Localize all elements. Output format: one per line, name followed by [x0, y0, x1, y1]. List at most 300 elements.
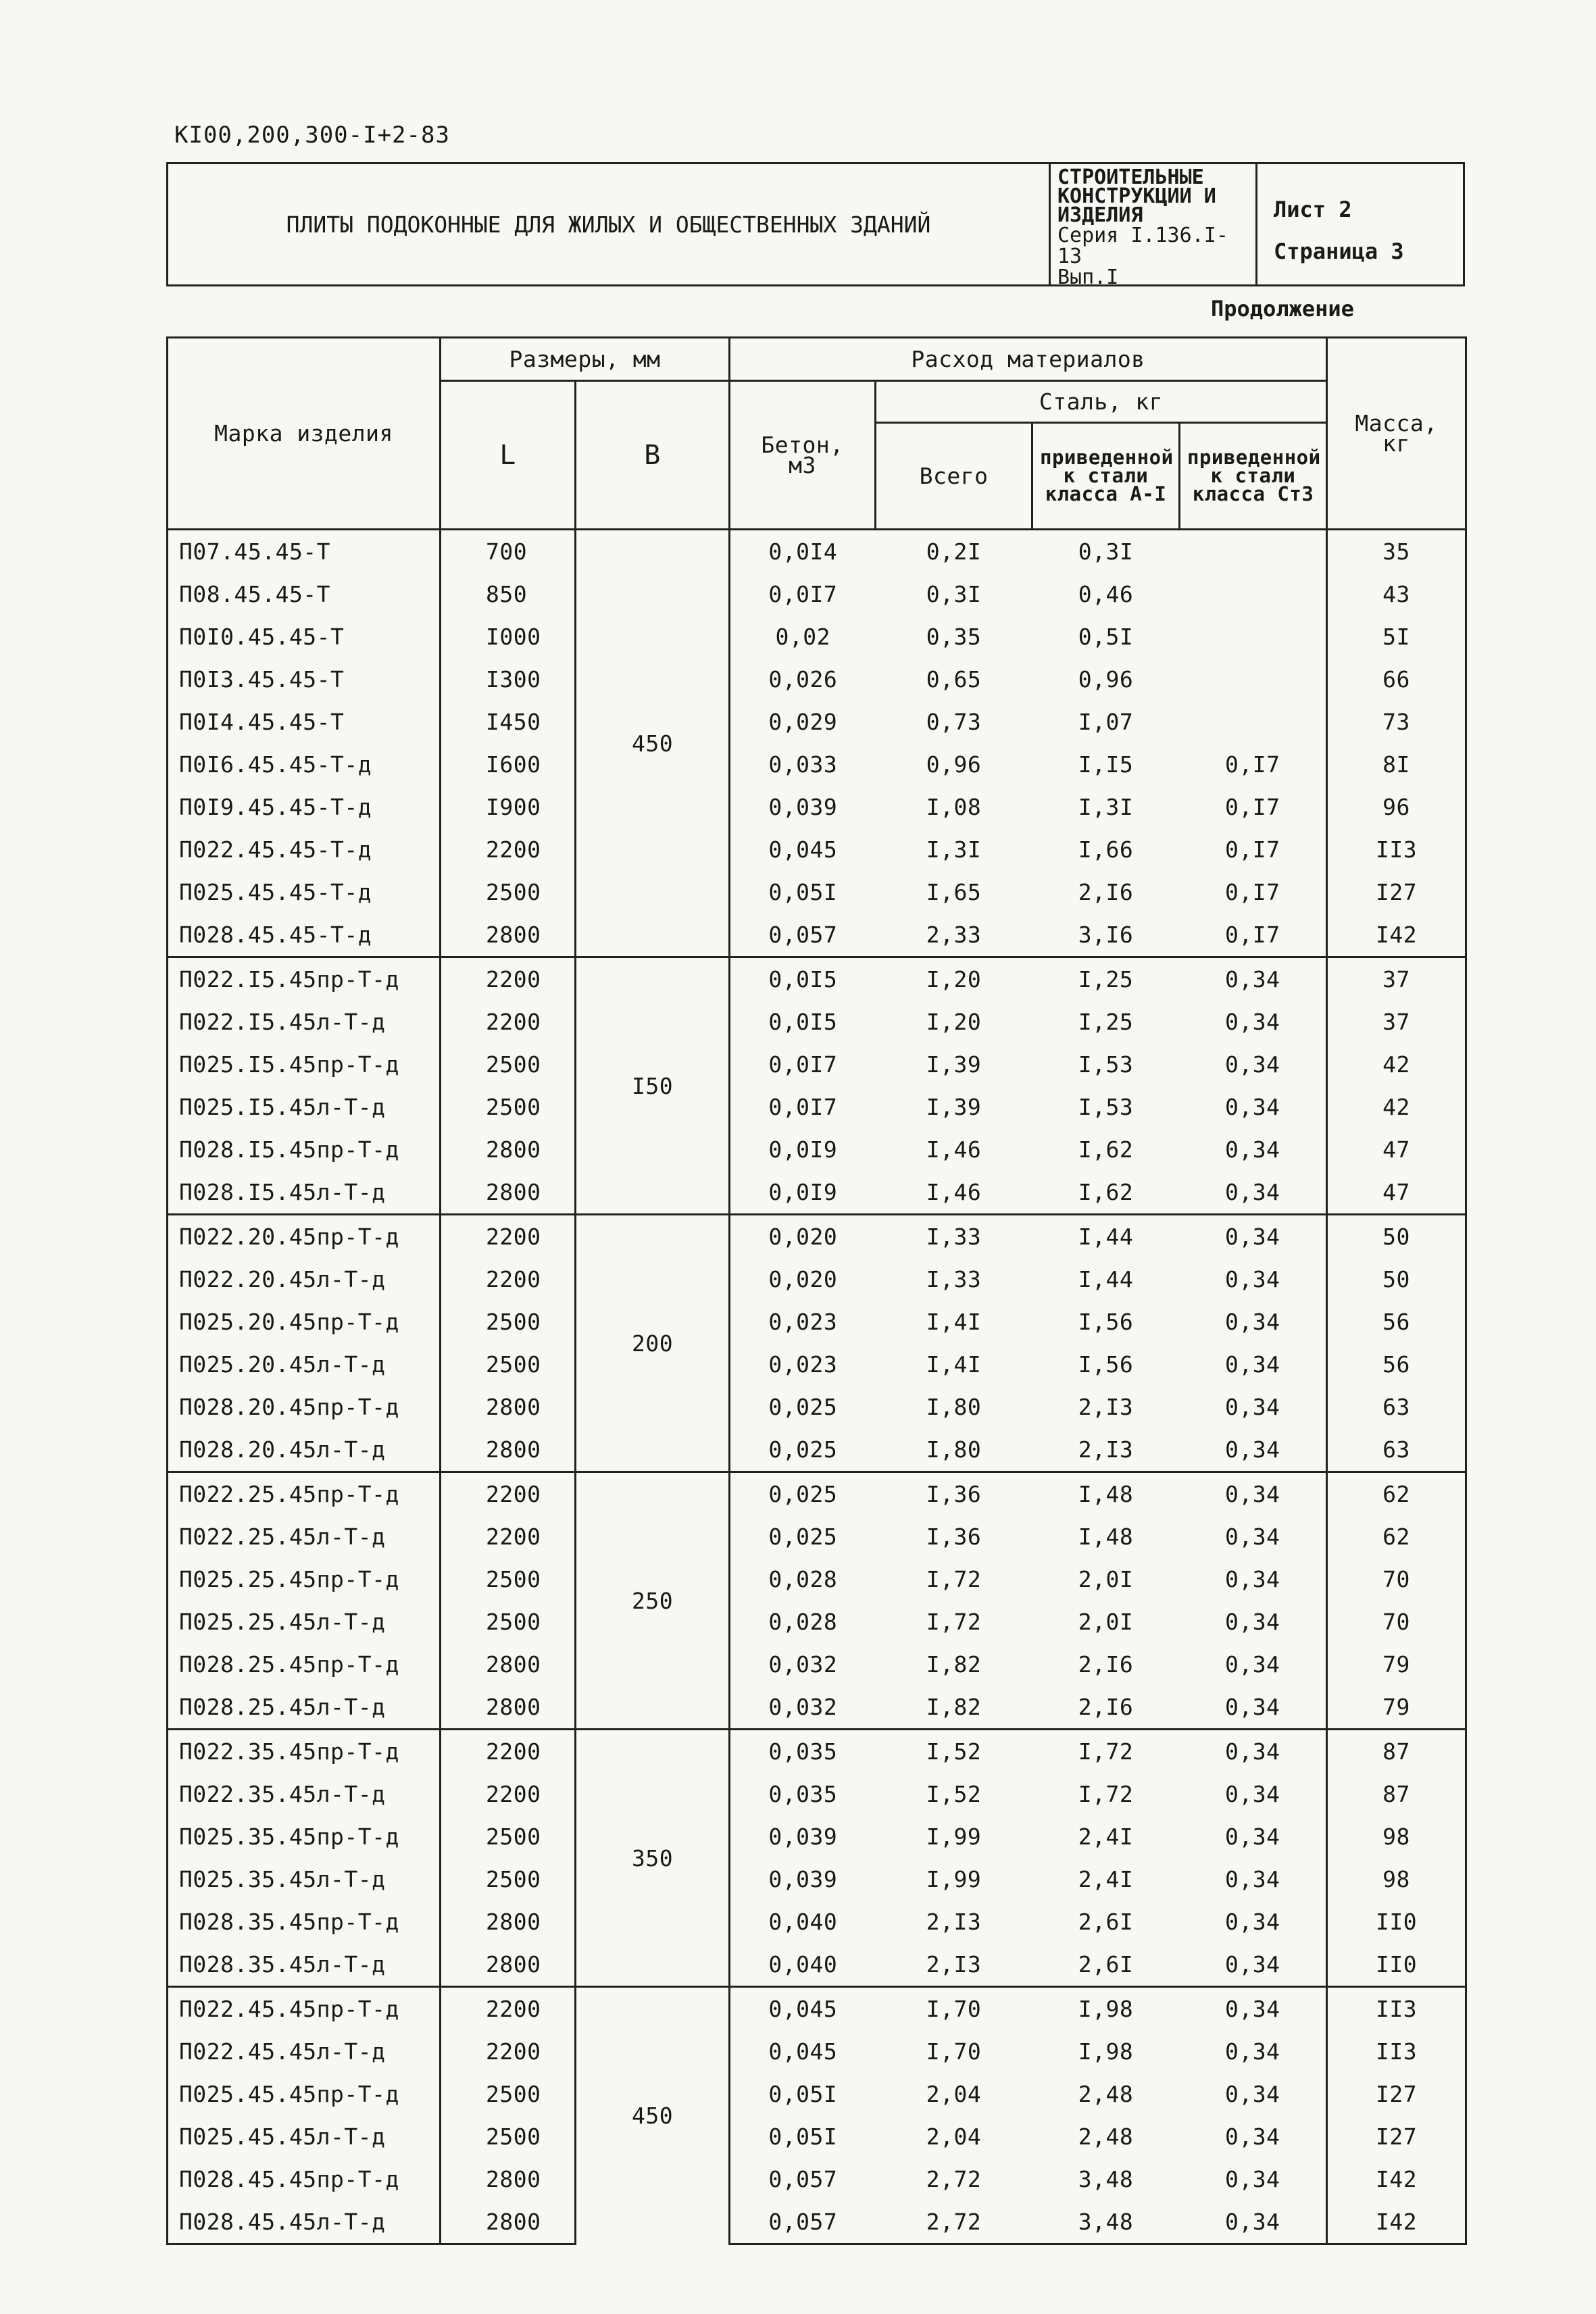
length-cell: 2200	[441, 1730, 576, 1774]
mass-cell: I27	[1327, 2073, 1466, 2115]
mark-cell: П0I0.45.45-Т	[168, 615, 441, 658]
mass-cell: 42	[1327, 1086, 1466, 1128]
table-row	[168, 1901, 1466, 1943]
steel-total-cell: 0,73	[926, 709, 982, 735]
mass-cell: 87	[1327, 1773, 1466, 1815]
steel-st3-cell: 0,34	[1225, 1179, 1280, 1205]
length-cell: I900	[486, 794, 541, 820]
steel-a1-cell: I,98	[1032, 1987, 1180, 2031]
length-cell: 2500	[486, 1609, 541, 1635]
mass-cell: 43	[1327, 573, 1466, 615]
mark-cell: П07.45.45-Т	[168, 530, 441, 574]
mark-cell: П025.45.45л-Т-д	[168, 2115, 441, 2158]
steel-a1-cell: 3,48	[1032, 2200, 1180, 2244]
concrete-cell: 0,020	[730, 1215, 876, 1259]
steel-st3-cell: 0,34	[1225, 1051, 1280, 1078]
header-total: Всего	[876, 423, 1032, 530]
table-row	[168, 1386, 1466, 1428]
concrete-cell: 0,039	[768, 1823, 838, 1850]
concrete-cell: 0,057	[768, 922, 838, 948]
page-label: Страница 3	[1274, 238, 1404, 264]
concrete-cell: 0,025	[768, 1524, 838, 1550]
steel-total-cell: I,70	[926, 2038, 982, 2065]
steel-total-cell: 2,I3	[926, 1909, 982, 1935]
steel-st3-cell	[1180, 658, 1327, 701]
steel-a1-cell: 2,4I	[1078, 1823, 1134, 1850]
mark-cell: П025.35.45пр-Т-д	[168, 1815, 441, 1858]
table-row	[168, 1043, 1466, 1086]
steel-a1-cell: 2,4I	[1078, 1866, 1134, 1892]
steel-a1-cell: I,62	[1078, 1136, 1134, 1163]
header-B: B	[576, 381, 730, 530]
mark-cell: П028.35.45л-Т-д	[168, 1943, 441, 1987]
concrete-cell: 0,040	[768, 1951, 838, 1978]
mass-cell: 79	[1327, 1686, 1466, 1730]
steel-st3-cell: 0,34	[1225, 1009, 1280, 1035]
width-cell: 350	[576, 1730, 730, 1987]
table-row	[168, 871, 1466, 913]
mass-cell: 50	[1327, 1215, 1466, 1259]
width-cell: 200	[576, 1215, 730, 1472]
concrete-cell: 0,028	[768, 1566, 838, 1592]
table-row	[168, 1301, 1466, 1343]
steel-st3-cell: 0,34	[1225, 1781, 1280, 1807]
issue-label: Вып.I	[1057, 266, 1119, 289]
steel-a1-cell: 0,96	[1078, 666, 1134, 693]
steel-total-cell: I,52	[926, 1781, 982, 1807]
steel-st3-cell: 0,34	[1180, 1730, 1327, 1774]
mark-cell: П022.35.45л-Т-д	[168, 1773, 441, 1815]
steel-st3-cell: 0,34	[1225, 1609, 1280, 1635]
mark-cell: П022.45.45-Т-д	[168, 828, 441, 871]
mark-cell: П028.I5.45пр-Т-д	[168, 1128, 441, 1171]
concrete-cell: 0,032	[768, 1694, 838, 1720]
table-body	[168, 530, 1466, 2244]
mass-cell: 35	[1327, 530, 1466, 574]
header-concrete: Бетон, м3	[730, 381, 876, 530]
steel-total-cell: I,4I	[926, 1351, 982, 1378]
sheet-cell	[1257, 164, 1463, 284]
steel-total-cell: 0,2I	[876, 530, 1032, 574]
table-row	[168, 1943, 1466, 1987]
length-cell: 700	[441, 530, 576, 574]
length-cell: 2200	[486, 836, 541, 863]
mark-cell: П08.45.45-Т	[168, 573, 441, 615]
mass-cell: I42	[1327, 913, 1466, 957]
steel-a1-cell: I,53	[1078, 1051, 1134, 1078]
steel-total-cell: 2,04	[926, 2123, 982, 2150]
steel-st3-cell: 0,34	[1180, 1987, 1327, 2031]
steel-st3-cell: 0,34	[1225, 1394, 1280, 1420]
steel-a1-cell: I,3I	[1078, 794, 1134, 820]
length-cell: 2500	[486, 1866, 541, 1892]
steel-st3-cell: 0,34	[1225, 1351, 1280, 1378]
materials-table	[166, 336, 1467, 2245]
mark-cell: П028.25.45л-Т-д	[168, 1686, 441, 1730]
steel-a1-cell: 2,48	[1078, 2123, 1134, 2150]
concrete-cell: 0,023	[768, 1351, 838, 1378]
table-row	[168, 1171, 1466, 1215]
header-materials: Расход материалов	[730, 338, 1327, 381]
length-cell: 2500	[486, 1309, 541, 1335]
steel-st3-cell: 0,34	[1225, 1524, 1280, 1550]
concrete-cell: 0,05I	[768, 2081, 838, 2107]
mass-cell: II3	[1327, 828, 1466, 871]
concrete-cell: 0,0I4	[730, 530, 876, 574]
header-reduced-st3: приведенной к стали класса Ст3	[1180, 423, 1327, 530]
width-cell: 450	[576, 1987, 730, 2244]
width-cell: I50	[576, 957, 730, 1215]
table-row	[168, 1643, 1466, 1686]
length-cell: 2800	[486, 1394, 541, 1420]
mark-cell: П022.45.45л-Т-д	[168, 2030, 441, 2073]
steel-st3-cell: 0,34	[1180, 1215, 1327, 1259]
length-cell: 2800	[486, 1694, 541, 1720]
title-block	[166, 162, 1465, 289]
mass-cell: 79	[1327, 1643, 1466, 1686]
concrete-cell: 0,057	[768, 2166, 838, 2192]
mass-cell: 8I	[1327, 743, 1466, 786]
mark-cell: П022.20.45пр-Т-д	[168, 1215, 441, 1259]
steel-a1-cell: I,56	[1078, 1351, 1134, 1378]
steel-total-cell: 2,33	[926, 922, 982, 948]
steel-a1-cell: 2,I3	[1078, 1394, 1134, 1420]
length-cell: 2200	[486, 2038, 541, 2065]
table-row	[168, 1815, 1466, 1858]
steel-st3-cell: 0,34	[1225, 2081, 1280, 2107]
table-row	[168, 2073, 1466, 2115]
steel-a1-cell: I,62	[1078, 1179, 1134, 1205]
steel-a1-cell: 2,0I	[1078, 1609, 1134, 1635]
mark-cell: П025.20.45пр-Т-д	[168, 1301, 441, 1343]
concrete-cell: 0,0I7	[768, 581, 838, 607]
mark-cell: П025.I5.45пр-Т-д	[168, 1043, 441, 1086]
concrete-cell: 0,035	[768, 1781, 838, 1807]
steel-a1-cell: 2,6I	[1078, 1909, 1134, 1935]
table-row	[168, 1343, 1466, 1386]
steel-total-cell: I,39	[926, 1051, 982, 1078]
concrete-cell: 0,045	[768, 836, 838, 863]
steel-st3-cell: 0,34	[1225, 1094, 1280, 1120]
mass-cell: 70	[1327, 1558, 1466, 1601]
steel-total-cell: I,70	[876, 1987, 1032, 2031]
concrete-cell: 0,026	[768, 666, 838, 693]
length-cell: 2500	[486, 1351, 541, 1378]
mark-cell: П022.25.45пр-Т-д	[168, 1472, 441, 1516]
steel-st3-cell	[1180, 573, 1327, 615]
table-row	[168, 1086, 1466, 1128]
steel-st3-cell: 0,34	[1225, 2123, 1280, 2150]
steel-a1-cell: I,25	[1078, 1009, 1134, 1035]
concrete-cell: 0,023	[768, 1309, 838, 1335]
steel-total-cell: I,99	[926, 1866, 982, 1892]
steel-total-cell: I,46	[926, 1179, 982, 1205]
length-cell: 2800	[486, 1651, 541, 1678]
mass-cell: I27	[1327, 871, 1466, 913]
concrete-cell: 0,0I7	[768, 1094, 838, 1120]
length-cell: 2200	[441, 957, 576, 1001]
mark-cell: П025.20.45л-Т-д	[168, 1343, 441, 1386]
length-cell: 2500	[486, 2081, 541, 2107]
sheet-label: Лист 2	[1274, 197, 1352, 222]
steel-total-cell: I,82	[926, 1651, 982, 1678]
concrete-cell: 0,035	[730, 1730, 876, 1774]
steel-a1-cell: 0,3I	[1032, 530, 1180, 574]
steel-total-cell: I,20	[876, 957, 1032, 1001]
steel-total-cell: I,80	[926, 1394, 982, 1420]
concrete-cell: 0,05I	[768, 2123, 838, 2150]
steel-st3-cell: 0,34	[1225, 1823, 1280, 1850]
length-cell: 2800	[486, 1436, 541, 1463]
table-row	[168, 828, 1466, 871]
concrete-cell: 0,0I5	[730, 957, 876, 1001]
steel-st3-cell: 0,34	[1180, 1472, 1327, 1516]
steel-st3-cell: 0,I7	[1225, 836, 1280, 863]
category-label: СТРОИТЕЛЬНЫЕ КОНСТРУКЦИИ И ИЗДЕЛИЯ	[1057, 166, 1216, 227]
concrete-cell: 0,025	[768, 1394, 838, 1420]
length-cell: 2800	[486, 1136, 541, 1163]
series-cell	[1051, 164, 1257, 289]
steel-st3-cell: 0,34	[1225, 1866, 1280, 1892]
mark-cell: П025.45.45пр-Т-д	[168, 2073, 441, 2115]
steel-total-cell: I,36	[876, 1472, 1032, 1516]
mass-cell: 5I	[1327, 615, 1466, 658]
steel-total-cell: I,3I	[926, 836, 982, 863]
steel-total-cell: 0,35	[926, 624, 982, 650]
mark-cell: П028.25.45пр-Т-д	[168, 1643, 441, 1686]
mark-cell: П022.35.45пр-Т-д	[168, 1730, 441, 1774]
steel-total-cell: 0,3I	[926, 581, 982, 607]
table-row	[168, 957, 1466, 1001]
mark-cell: П022.25.45л-Т-д	[168, 1515, 441, 1558]
steel-st3-cell: 0,34	[1225, 1566, 1280, 1592]
document-code: КI00,200,300-I+2-83	[174, 122, 450, 149]
mass-cell: 37	[1327, 1001, 1466, 1043]
table-row	[168, 1730, 1466, 1774]
table-row	[168, 1558, 1466, 1601]
mass-cell: 87	[1327, 1730, 1466, 1774]
table-row	[168, 2200, 1466, 2244]
mass-cell: II0	[1327, 1901, 1466, 1943]
table-row	[168, 913, 1466, 957]
length-cell: 2800	[486, 922, 541, 948]
steel-a1-cell: 3,I6	[1078, 922, 1134, 948]
steel-total-cell: I,33	[926, 1266, 982, 1292]
series-label: Серия I.136.I-13	[1057, 224, 1228, 268]
length-cell: 2500	[486, 879, 541, 905]
steel-total-cell: I,4I	[926, 1309, 982, 1335]
steel-st3-cell: 0,34	[1225, 1951, 1280, 1978]
table-row	[168, 1128, 1466, 1171]
mark-cell: П028.35.45пр-Т-д	[168, 1901, 441, 1943]
steel-a1-cell: I,56	[1078, 1309, 1134, 1335]
table-row	[168, 1001, 1466, 1043]
mark-cell: П0I4.45.45-Т	[168, 701, 441, 743]
steel-a1-cell: I,66	[1078, 836, 1134, 863]
steel-a1-cell: I,I5	[1078, 751, 1134, 778]
mark-cell: П028.45.45-Т-д	[168, 913, 441, 957]
length-cell: 2800	[441, 2200, 576, 2244]
mass-cell: 63	[1327, 1386, 1466, 1428]
header-mass: Масса, кг	[1327, 338, 1466, 530]
concrete-cell: 0,045	[730, 1987, 876, 2031]
mark-cell: П022.I5.45пр-Т-д	[168, 957, 441, 1001]
mass-cell: 37	[1327, 957, 1466, 1001]
steel-a1-cell: 2,48	[1078, 2081, 1134, 2107]
mass-cell: II3	[1327, 1987, 1466, 2031]
steel-total-cell: I,08	[926, 794, 982, 820]
steel-a1-cell: 2,I6	[1078, 879, 1134, 905]
table-row	[168, 786, 1466, 828]
length-cell: 2200	[441, 1472, 576, 1516]
length-cell: 850	[486, 581, 528, 607]
continuation-label: Продолжение	[1211, 296, 1354, 322]
mass-cell: 73	[1327, 701, 1466, 743]
length-cell: 2500	[486, 2123, 541, 2150]
mass-cell: 70	[1327, 1601, 1466, 1643]
steel-total-cell: I,99	[926, 1823, 982, 1850]
table-row	[168, 615, 1466, 658]
steel-st3-cell: 0,34	[1225, 1651, 1280, 1678]
steel-st3-cell: 0,34	[1180, 2200, 1327, 2244]
mark-cell: П025.25.45л-Т-д	[168, 1601, 441, 1643]
length-cell: I450	[486, 709, 541, 735]
table-row	[168, 1987, 1466, 2031]
mark-cell: П028.20.45пр-Т-д	[168, 1386, 441, 1428]
steel-st3-cell: 0,I7	[1225, 751, 1280, 778]
steel-total-cell: 2,04	[926, 2081, 982, 2107]
mass-cell: 50	[1327, 1258, 1466, 1301]
length-cell: 2500	[486, 1094, 541, 1120]
concrete-cell: 0,0I9	[768, 1179, 838, 1205]
steel-a1-cell: I,72	[1078, 1781, 1134, 1807]
length-cell: I000	[486, 624, 541, 650]
steel-a1-cell: 2,6I	[1078, 1951, 1134, 1978]
mass-cell: 63	[1327, 1428, 1466, 1472]
length-cell: I600	[486, 751, 541, 778]
steel-total-cell: I,33	[876, 1215, 1032, 1259]
table-row	[168, 2158, 1466, 2200]
steel-total-cell: I,52	[876, 1730, 1032, 1774]
mass-cell: 98	[1327, 1815, 1466, 1858]
mark-cell: П028.20.45л-Т-д	[168, 1428, 441, 1472]
header-steel: Сталь, кг	[876, 381, 1327, 423]
mass-cell: 56	[1327, 1301, 1466, 1343]
table-row	[168, 1472, 1466, 1516]
steel-total-cell: I,36	[926, 1524, 982, 1550]
table-row	[168, 2115, 1466, 2158]
steel-st3-cell: 0,34	[1225, 1436, 1280, 1463]
mass-cell: 96	[1327, 786, 1466, 828]
mark-cell: П022.I5.45л-Т-д	[168, 1001, 441, 1043]
mark-cell: П028.45.45л-Т-д	[168, 2200, 441, 2244]
steel-total-cell: I,72	[926, 1609, 982, 1635]
table-row	[168, 573, 1466, 615]
steel-a1-cell: 0,5I	[1078, 624, 1134, 650]
concrete-cell: 0,025	[768, 1436, 838, 1463]
table-row	[168, 1601, 1466, 1643]
steel-st3-cell: 0,34	[1225, 2038, 1280, 2065]
steel-a1-cell: 2,I3	[1078, 1436, 1134, 1463]
length-cell: 2200	[486, 1524, 541, 1550]
concrete-cell: 0,029	[768, 709, 838, 735]
mark-cell: П0I9.45.45-Т-д	[168, 786, 441, 828]
width-cell: 250	[576, 1472, 730, 1730]
mark-cell: П025.25.45пр-Т-д	[168, 1558, 441, 1601]
concrete-cell: 0,025	[730, 1472, 876, 1516]
steel-a1-cell: 0,46	[1078, 581, 1134, 607]
mass-cell: I42	[1327, 2200, 1466, 2244]
mark-cell: П028.45.45пр-Т-д	[168, 2158, 441, 2200]
steel-a1-cell: 2,I6	[1078, 1651, 1134, 1678]
steel-st3-cell: 0,34	[1225, 1266, 1280, 1292]
header-reduced-a1: приведенной к стали класса А-I	[1032, 423, 1180, 530]
steel-st3-cell: 0,I7	[1225, 879, 1280, 905]
length-cell: 2500	[486, 1566, 541, 1592]
length-cell: 2200	[441, 1215, 576, 1259]
mark-cell: П0I3.45.45-Т	[168, 658, 441, 701]
table-row	[168, 530, 1466, 574]
concrete-cell: 0,028	[768, 1609, 838, 1635]
mark-cell: П0I6.45.45-Т-д	[168, 743, 441, 786]
steel-total-cell: I,65	[926, 879, 982, 905]
header-mark: Марка изделия	[168, 338, 441, 530]
steel-a1-cell: I,44	[1078, 1266, 1134, 1292]
table-row	[168, 743, 1466, 786]
steel-a1-cell: I,72	[1032, 1730, 1180, 1774]
steel-st3-cell: 0,34	[1225, 1309, 1280, 1335]
mass-cell: 56	[1327, 1343, 1466, 1386]
table-row	[168, 1686, 1466, 1730]
steel-st3-cell: 0,34	[1225, 1136, 1280, 1163]
mass-cell: 47	[1327, 1128, 1466, 1171]
length-cell: 2200	[441, 1987, 576, 2031]
length-cell: 2500	[486, 1823, 541, 1850]
concrete-cell: 0,02	[775, 624, 830, 650]
concrete-cell: 0,0I5	[768, 1009, 838, 1035]
concrete-cell: 0,033	[768, 751, 838, 778]
mark-cell: П025.35.45л-Т-д	[168, 1858, 441, 1901]
steel-st3-cell: 0,34	[1225, 2166, 1280, 2192]
length-cell: 2800	[486, 2166, 541, 2192]
steel-total-cell: I,72	[926, 1566, 982, 1592]
steel-total-cell: I,39	[926, 1094, 982, 1120]
steel-a1-cell: I,53	[1078, 1094, 1134, 1120]
steel-st3-cell: 0,34	[1225, 1909, 1280, 1935]
concrete-cell: 0,032	[768, 1651, 838, 1678]
length-cell: 2200	[486, 1781, 541, 1807]
concrete-cell: 0,039	[768, 794, 838, 820]
steel-total-cell: 2,72	[876, 2200, 1032, 2244]
table-row	[168, 2030, 1466, 2073]
steel-a1-cell: 3,48	[1078, 2166, 1134, 2192]
table-row	[168, 1773, 1466, 1815]
mark-cell: П025.I5.45л-Т-д	[168, 1086, 441, 1128]
mark-cell: П022.45.45пр-Т-д	[168, 1987, 441, 2031]
length-cell: 2200	[486, 1266, 541, 1292]
steel-total-cell: I,80	[926, 1436, 982, 1463]
table-row	[168, 1858, 1466, 1901]
steel-a1-cell: I,98	[1078, 2038, 1134, 2065]
mass-cell: I27	[1327, 2115, 1466, 2158]
steel-total-cell: I,46	[926, 1136, 982, 1163]
mark-cell: П028.I5.45л-Т-д	[168, 1171, 441, 1215]
length-cell: 2800	[486, 1909, 541, 1935]
table-row	[168, 658, 1466, 701]
table-row	[168, 1515, 1466, 1558]
mass-cell: 47	[1327, 1171, 1466, 1215]
table-row	[168, 1215, 1466, 1259]
